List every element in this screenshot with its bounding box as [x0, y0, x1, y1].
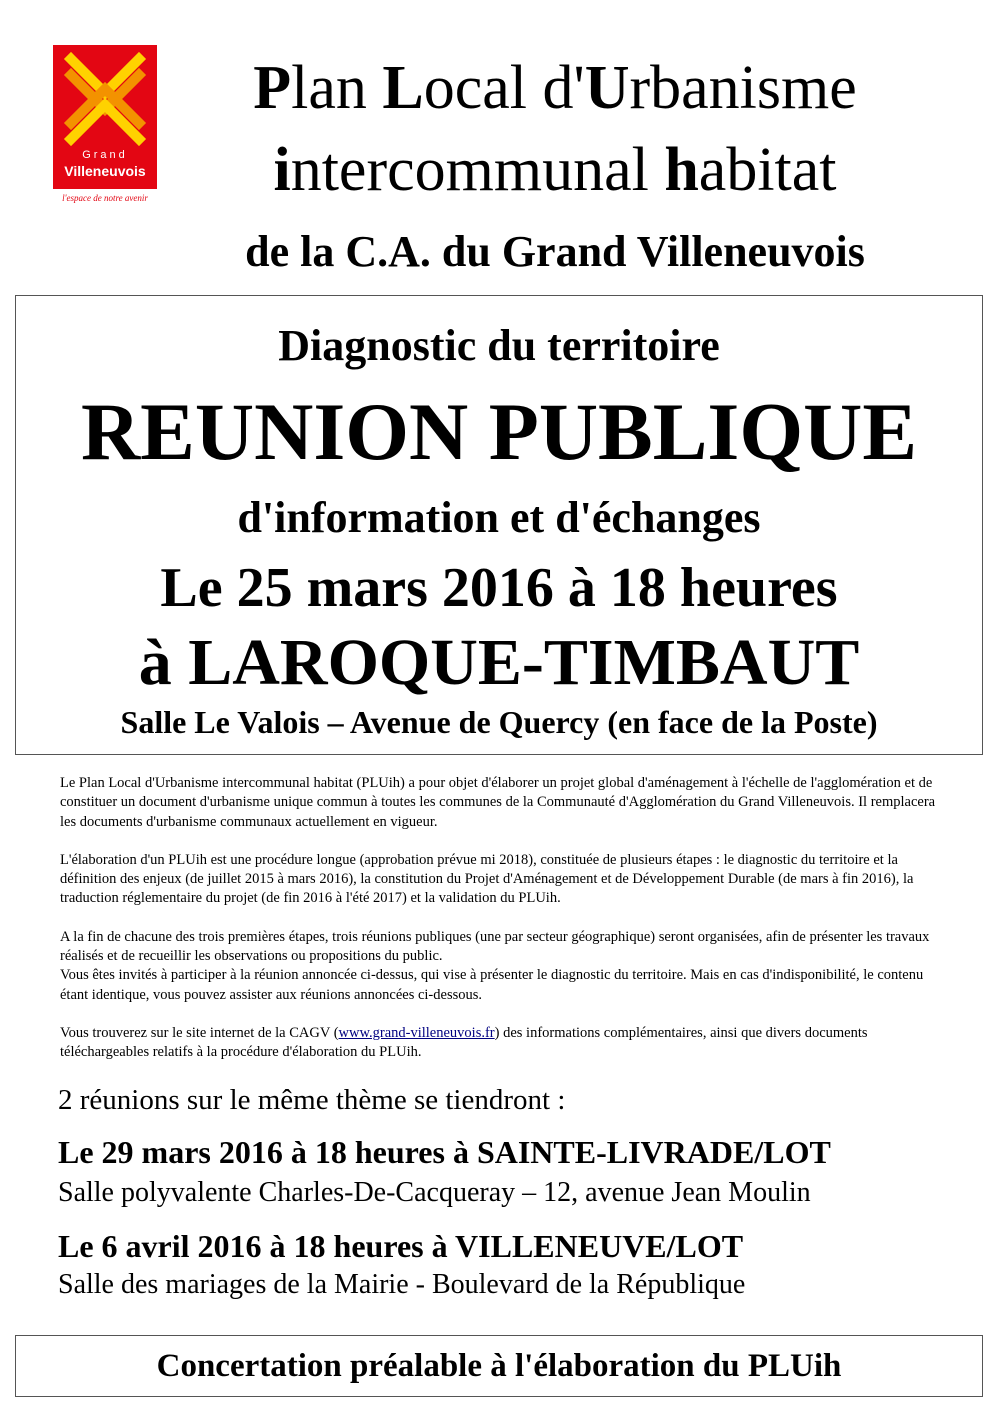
logo-grand-villeneuvois [53, 45, 157, 211]
website-link[interactable]: www.grand-villeneuvois.fr [338, 1024, 495, 1041]
body-paragraph-3a: A la fin de chacune des trois premières étapes, trois réunions publiques (une par secteur géographique) seront organisées, afin de présenter les travaux réalisés et de recueillir les observations ou propositions du public. [60, 928, 930, 965]
meeting-2-date: Le 6 avril 2016 à 18 heures à VILLENEUVE/LOT [58, 1228, 744, 1264]
title-text-ntercommunal: ntercommunal [290, 136, 665, 204]
body-paragraph-3b: Vous êtes invités à participer à la réunion annoncée ci-dessus, qui vise à présenter le diagnostic du territoire. Mais en cas d'indisponibilité, le contenu étant identique, vous pouvez assister aux réunions annoncées ci-dessous. [60, 967, 924, 1003]
title-line-2 [170, 134, 940, 206]
announcement-place: à LAROQUE-TIMBAUT [138, 626, 860, 699]
logo-villeneuvois-text: Villeneuvois [64, 163, 146, 179]
body-text [60, 774, 940, 1082]
body-paragraph-4-before: Vous trouverez sur le site internet de la CAGV ( [60, 1024, 339, 1041]
other-meetings-intro: 2 réunions sur le même thème se tiendront : [58, 1084, 566, 1116]
title-text-lan: lan [291, 54, 383, 122]
title-text-rbanisme: rbanisme [629, 54, 857, 122]
title-initial-l: L [382, 54, 424, 122]
body-paragraph-2: L'élaboration d'un PLUih est une procédure longue (approbation prévue mi 2018), constituée de plusieurs étapes : le diagnostic du territoire et la définition des enjeux (de juillet 2015 à mars 2016), la constitution du Projet d'Aménagement et de Développement Durable (de mars à fin 2016), la traduction réglementaire du projet (de fin 2016 à l'été 2017) et la validation du PLUih. [60, 851, 914, 907]
announcement-date: Le 25 mars 2016 à 18 heures [160, 557, 838, 619]
body-paragraph-3 [60, 928, 940, 967]
title-initial-h: h [664, 136, 699, 204]
logo-cross-icon [63, 51, 147, 147]
title-text-abitat: abitat [698, 136, 837, 204]
meeting-1-venue: Salle polyvalente Charles-De-Cacqueray – 12, avenue Jean Moulin [58, 1177, 811, 1208]
body-paragraph-4 [60, 1024, 940, 1063]
body-paragraph-1: Le Plan Local d'Urbanisme intercommunal habitat (PLUih) a pour objet d'élaborer un projet global d'aménagement à l'échelle de l'agglomération et de constituer un document d'urbanisme unique commun à toutes les communes de la Communauté d'Agglomération du Grand Villeneuvois. Il remplacera les documents d'urbanisme communaux actuellement en vigueur. [60, 775, 936, 830]
announcement-purpose: d'information et d'échanges [237, 493, 761, 542]
title-line-1 [170, 52, 940, 124]
announcement-box [15, 295, 983, 755]
title-initial-u: U [584, 54, 630, 122]
footer-box [15, 1335, 983, 1397]
footer-text: Concertation préalable à l'élaboration du PLUih [156, 1348, 842, 1384]
announcement-headline: REUNION PUBLIQUE [80, 386, 918, 477]
logo-grand-text: Grand [82, 149, 128, 161]
meeting-2-venue: Salle des mariages de la Mairie - Boulevard de la République [58, 1269, 746, 1300]
logo-slogan: l'espace de notre avenir [62, 193, 148, 203]
announcement-subtitle: Diagnostic du territoire [278, 321, 720, 370]
title-text-ocal: ocal d' [423, 54, 585, 122]
title-initial-i: i [273, 136, 291, 204]
title-initial-p: P [253, 54, 292, 122]
body-paragraph-4-after: ) des informations complémentaires, ainsi que divers documents téléchargeables relatifs à la procédure d'élaboration du PLUih. [60, 1024, 868, 1061]
announcement-venue: Salle Le Valois – Avenue de Quercy (en face de la Poste) [120, 704, 878, 740]
meeting-1-date: Le 29 mars 2016 à 18 heures à SAINTE-LIVRADE/LOT [58, 1134, 831, 1170]
title-line-3: de la C.A. du Grand Villeneuvois [245, 227, 865, 276]
